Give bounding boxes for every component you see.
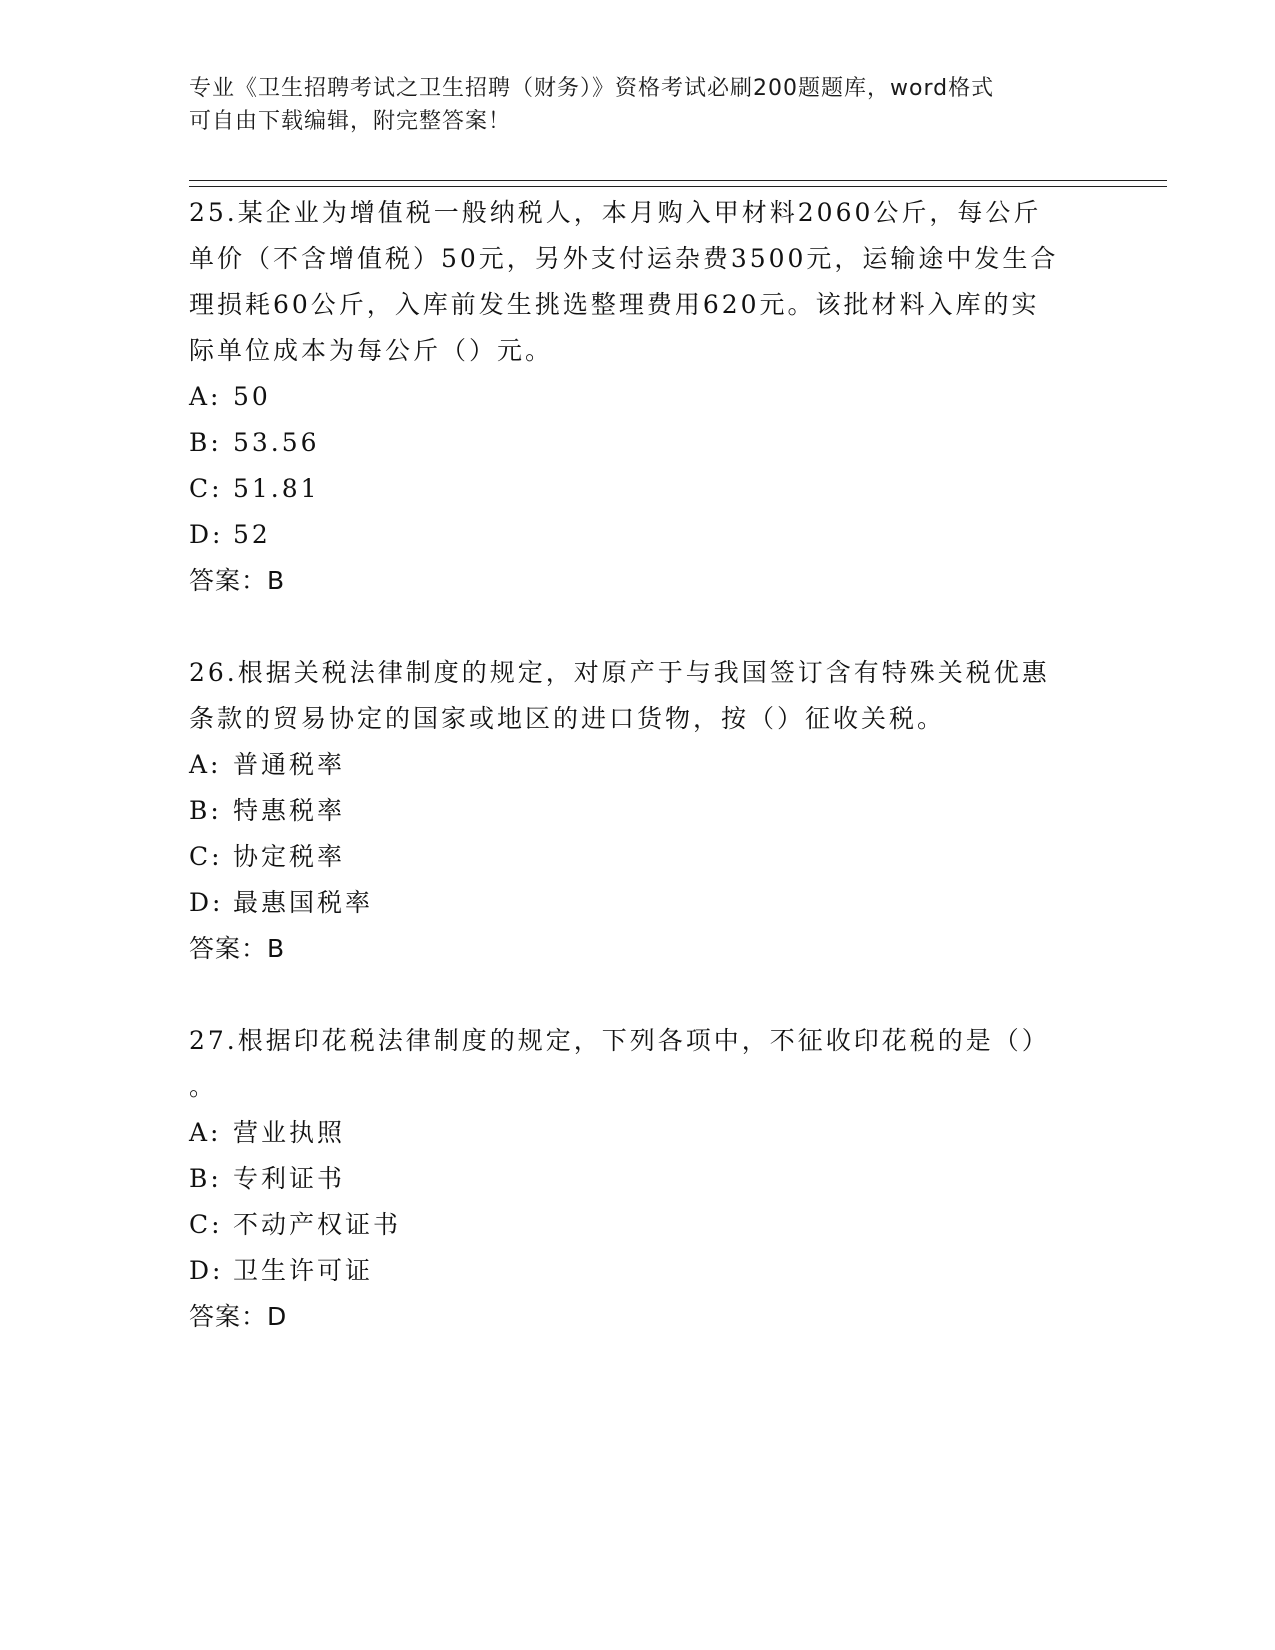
question-stem-line: 。 xyxy=(189,1072,218,1101)
option-c xyxy=(189,466,1089,512)
option-text: 53.56 xyxy=(233,428,320,457)
option-b xyxy=(189,420,1089,466)
option-letter: D: xyxy=(189,1256,224,1285)
answer-line: 答案：B xyxy=(189,934,286,963)
header-divider-bottom xyxy=(189,186,1167,187)
option-text: 普通税率 xyxy=(233,750,346,779)
document-header xyxy=(189,72,1089,138)
option-d xyxy=(189,512,1089,558)
option-text: 协定税率 xyxy=(233,842,346,871)
option-text: 50 xyxy=(233,382,271,411)
question-stem-line: 条款的贸易协定的国家或地区的进口货物，按（）征收关税。 xyxy=(189,704,946,733)
option-letter: D: xyxy=(189,888,224,917)
option-letter: C: xyxy=(189,842,223,871)
option-text: 特惠税率 xyxy=(233,796,346,825)
option-letter: D: xyxy=(189,520,224,549)
option-letter: A: xyxy=(189,382,222,411)
option-letter: B: xyxy=(189,1164,222,1193)
question-stem-line: 27.根据印花税法律制度的规定，下列各项中，不征收印花税的是（） xyxy=(189,1026,1050,1055)
option-text: 不动产权证书 xyxy=(233,1210,402,1239)
option-c xyxy=(189,1202,1089,1248)
option-a xyxy=(189,742,1089,788)
option-text: 营业执照 xyxy=(233,1118,346,1147)
option-text: 51.81 xyxy=(233,474,320,503)
answer-line: 答案：B xyxy=(189,566,286,595)
question-stem-line: 际单位成本为每公斤（）元。 xyxy=(189,336,554,365)
option-text: 52 xyxy=(233,520,271,549)
option-letter: C: xyxy=(189,474,223,503)
option-a xyxy=(189,1110,1089,1156)
question-stem-line: 理损耗60公斤，入库前发生挑选整理费用620元。该批材料入库的实 xyxy=(189,290,1040,319)
question-stem-line: 单价（不含增值税）50元，另外支付运杂费3500元，运输途中发生合 xyxy=(189,244,1059,273)
option-c xyxy=(189,834,1089,880)
option-letter: B: xyxy=(189,796,222,825)
option-text: 专利证书 xyxy=(233,1164,346,1193)
option-text: 卫生许可证 xyxy=(233,1256,374,1285)
question-stem-line: 25.某企业为增值税一般纳税人，本月购入甲材料2060公斤，每公斤 xyxy=(189,198,1042,227)
question-26 xyxy=(189,650,1089,972)
question-stem-line: 26.根据关税法律制度的规定，对原产于与我国签订含有特殊关税优惠 xyxy=(189,658,1050,687)
option-letter: A: xyxy=(189,1118,222,1147)
option-letter: B: xyxy=(189,428,222,457)
header-line-2: 可自由下载编辑，附完整答案！ xyxy=(189,109,512,134)
answer-line: 答案：D xyxy=(189,1302,288,1331)
option-letter: A: xyxy=(189,750,222,779)
option-text: 最惠国税率 xyxy=(233,888,374,917)
option-letter: C: xyxy=(189,1210,223,1239)
option-b xyxy=(189,788,1089,834)
question-25 xyxy=(189,190,1089,604)
option-d xyxy=(189,1248,1089,1294)
header-divider-top xyxy=(189,180,1167,181)
option-a xyxy=(189,374,1089,420)
option-b xyxy=(189,1156,1089,1202)
option-d xyxy=(189,880,1089,926)
header-line-1: 专业《卫生招聘考试之卫生招聘（财务）》资格考试必刷200题题库，word格式 xyxy=(189,76,995,101)
question-27 xyxy=(189,1018,1089,1340)
